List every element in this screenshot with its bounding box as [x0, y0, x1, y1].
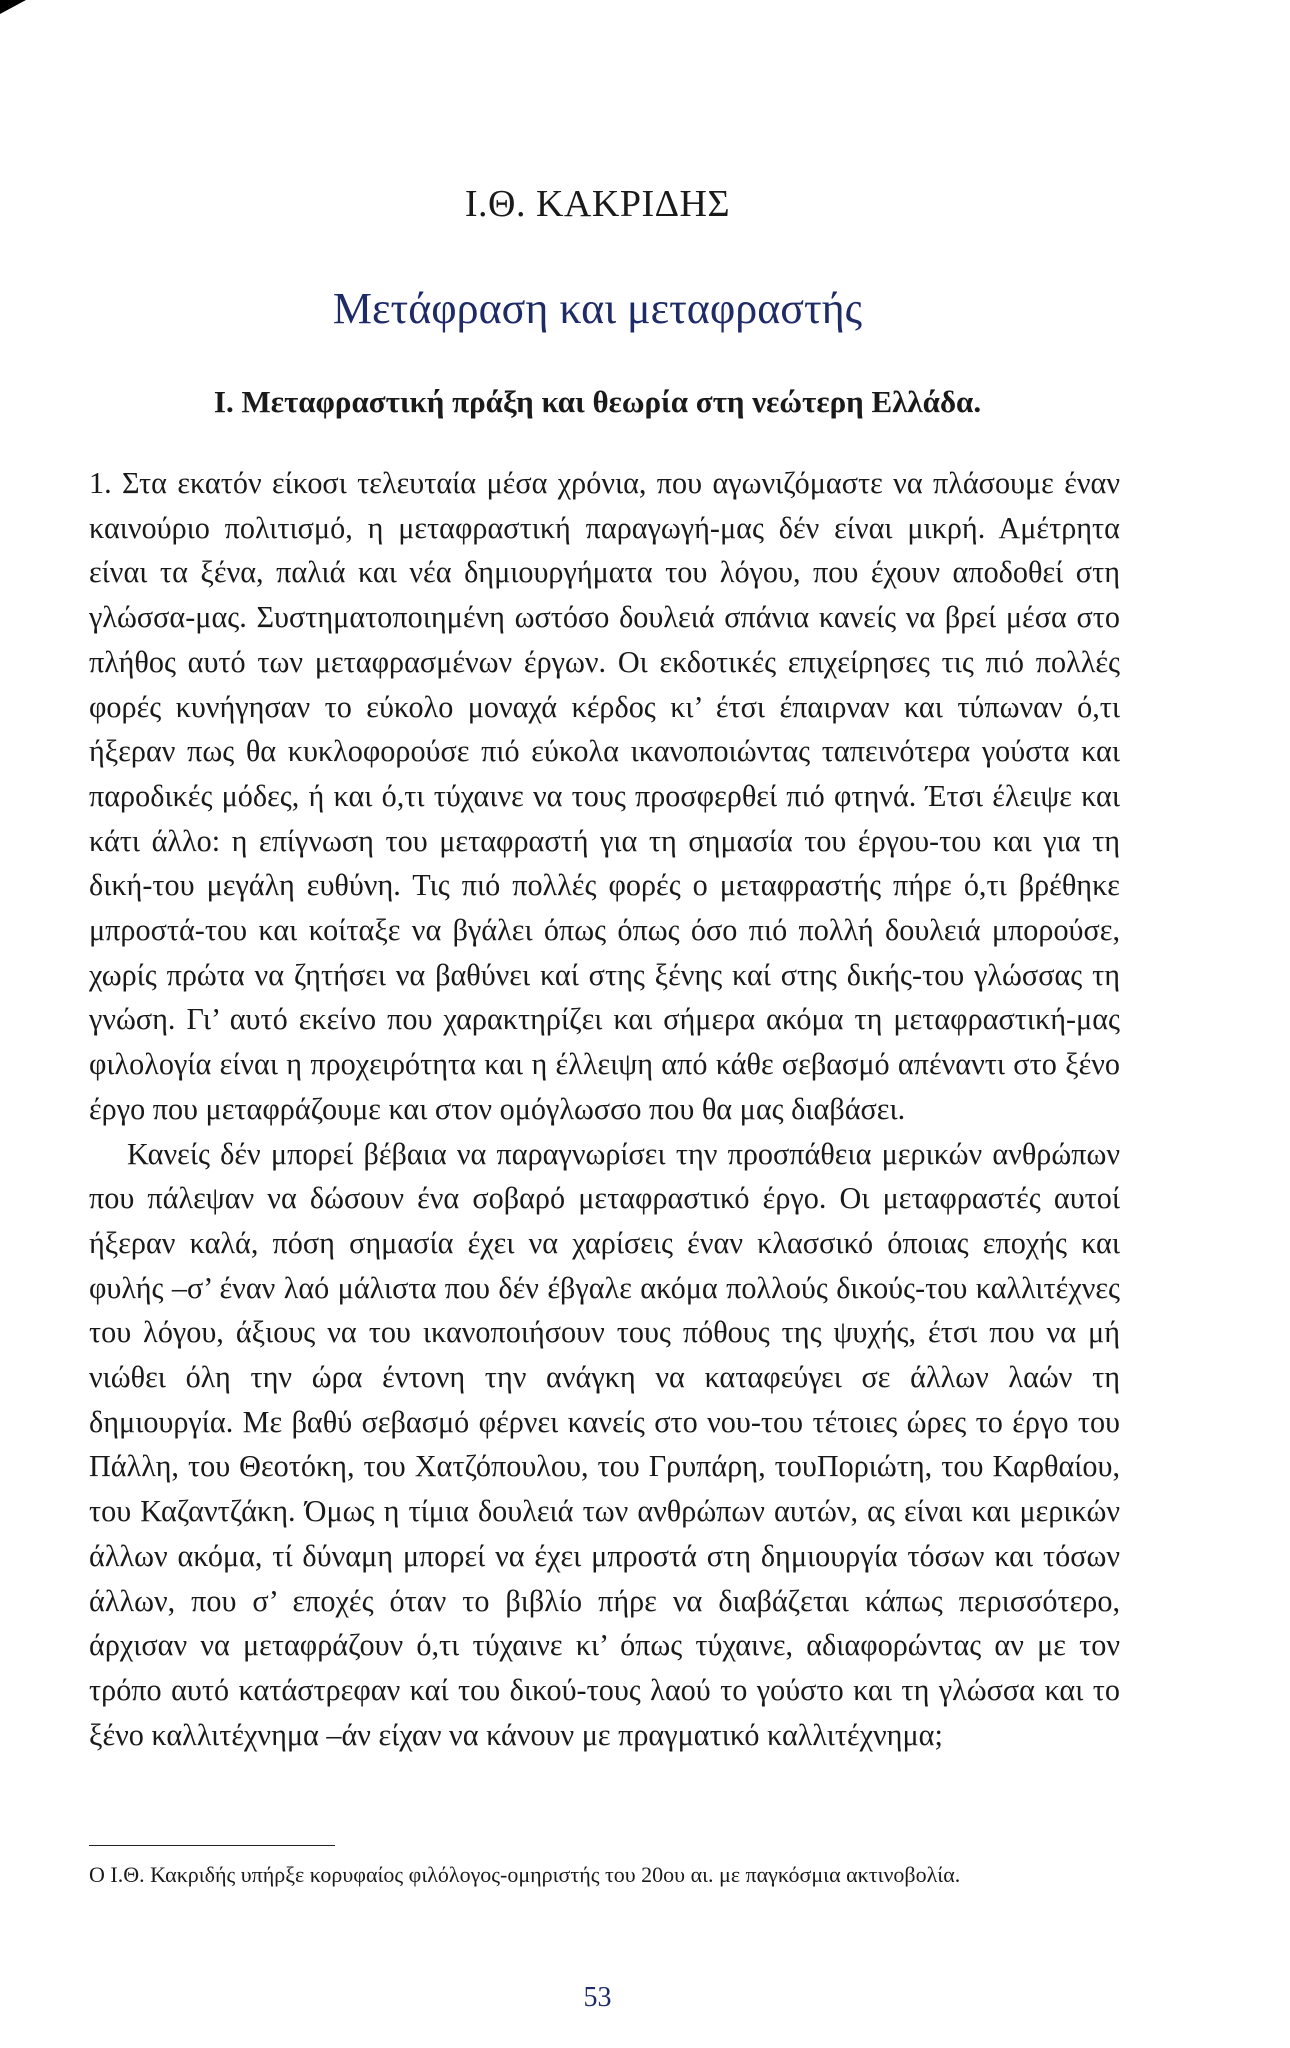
section-heading: Ι. Μεταφραστική πράξη και θεωρία στη νεώτερη Ελλάδα. [213, 384, 982, 419]
paragraph: Κανείς δέν μπορεί βέβαια να παραγνωρίσει την προσπάθεια μερικών ανθρώπων που πάλεψαν να δώσουν ένα σοβαρό μεταφραστικό έργο. Οι μεταφραστές αυτοί ήξεραν καλά, πόση σημασία έχει να χαρίσεις έναν κλασσικό όποιας εποχής και φυλής –σ’ έναν λαό μάλιστα που δέν έβγαλε ακόμα πολλούς δικούς-του καλλιτέχνες του λόγου, άξιους να του ικανοποιήσουν τους πόθους της ψυχής, έτσι που να μή νιώθει όλη την ώρα έντονη την ανάγκη να καταφεύγει σε άλλων λαών τη δημιουργία. Με βαθύ σεβασμό φέρνει κανείς στο νου-του τέτοιες ώρες το έργο του Πάλλη, του Θεοτόκη, του Χατζόπουλου, του Γρυπάρη, τουΠοριώτη, του Καρθαίου, του Καζαντζάκη. Όμως η τίμια δουλειά των ανθρώπων αυτών, ας είναι και μερικών άλλων ακόμα, τί δύναμη μπορεί να έχει μπροστά στη δημιουργία τόσων και τόσων άλλων, που σ’ εποχές όταν το βιβλίο πήρε να διαβάζεται κάπως περισσότερο, άρχισαν να μεταφράζουν ό,τι τύχαινε κι’ όπως τύχαινε, αδιαφορώντας αν με τον τρόπο αυτό κατάστρεφαν καί του δικού-τους λαού το γούστο και τη γλώσσα και το ξένο καλλιτέχνημα –άν είχαν να κάνουν με πραγματικό καλλιτέχνημα; [89, 1136, 1120, 1752]
scan-corner-mark [0, 0, 26, 14]
footnote: Ο Ι.Θ. Κακριδής υπήρξε κορυφαίος φιλόλογος-ομηριστής του 20ου αι. με παγκόσμια ακτινοβολία. [89, 1862, 961, 1887]
article-title: Μετάφραση και μεταφραστής [332, 284, 863, 333]
article-body [89, 461, 1120, 1757]
author-name: Ι.Θ. ΚΑΚΡΙΔΗΣ [464, 183, 731, 225]
page-number: 53 [583, 1982, 612, 2013]
paragraph: 1. Στα εκατόν είκοσι τελευταία μέσα χρόνια, που αγωνιζόμαστε να πλάσουμε έναν καινούριο πολιτισμό, η μεταφραστική παραγωγή-μας δέν είναι μικρή. Αμέτρητα είναι τα ξένα, παλιά και νέα δημιουργήματα του λόγου, που έχουν αποδοθεί στη γλώσσα-μας. Συστηματοποιημένη ωστόσο δουλειά σπάνια κανείς να βρεί μέσα στο πλήθος αυτό των μεταφρασμένων έργων. Οι εκδοτικές επιχείρησες τις πιό πολλές φορές κυνήγησαν το εύκολο μοναχά κέρδος κι’ έτσι έπαιρναν και τύπωναν ό,τι ήξεραν πως θα κυκλοφορούσε πιό εύκολα ικανοποιώντας ταπεινότερα γούστα και παροδικές μόδες, ή και ό,τι τύχαινε να τους προσφερθεί πιό φτηνά. Έτσι έλειψε και κάτι άλλο: η επίγνωση του μεταφραστή για τη σημασία του έργου-του και για τη δική-του μεγάλη ευθύνη. Τις πιό πολλές φορές ο μεταφραστής πήρε ό,τι βρέθηκε μπροστά-του και κοίταξε να βγάλει όπως όπως όσο πιό πολλή δουλειά μπορούσε, χωρίς πρώτα να ζητήσει να βαθύνει καί στης ξένης καί στης δικής-του γλώσσας τη γνώση. Γι’ αυτό εκείνο που χαρακτηρίζει και σήμερα ακόμα τη μεταφραστική-μας φιλολογία είναι η προχειρότητα και η έλλειψη από κάθε σεβασμό απέναντι στο ξένο έργο που μεταφράζουμε και στον ομόγλωσσο που θα μας διαβάσει. [89, 466, 1120, 1126]
footnote-divider [89, 1845, 335, 1846]
